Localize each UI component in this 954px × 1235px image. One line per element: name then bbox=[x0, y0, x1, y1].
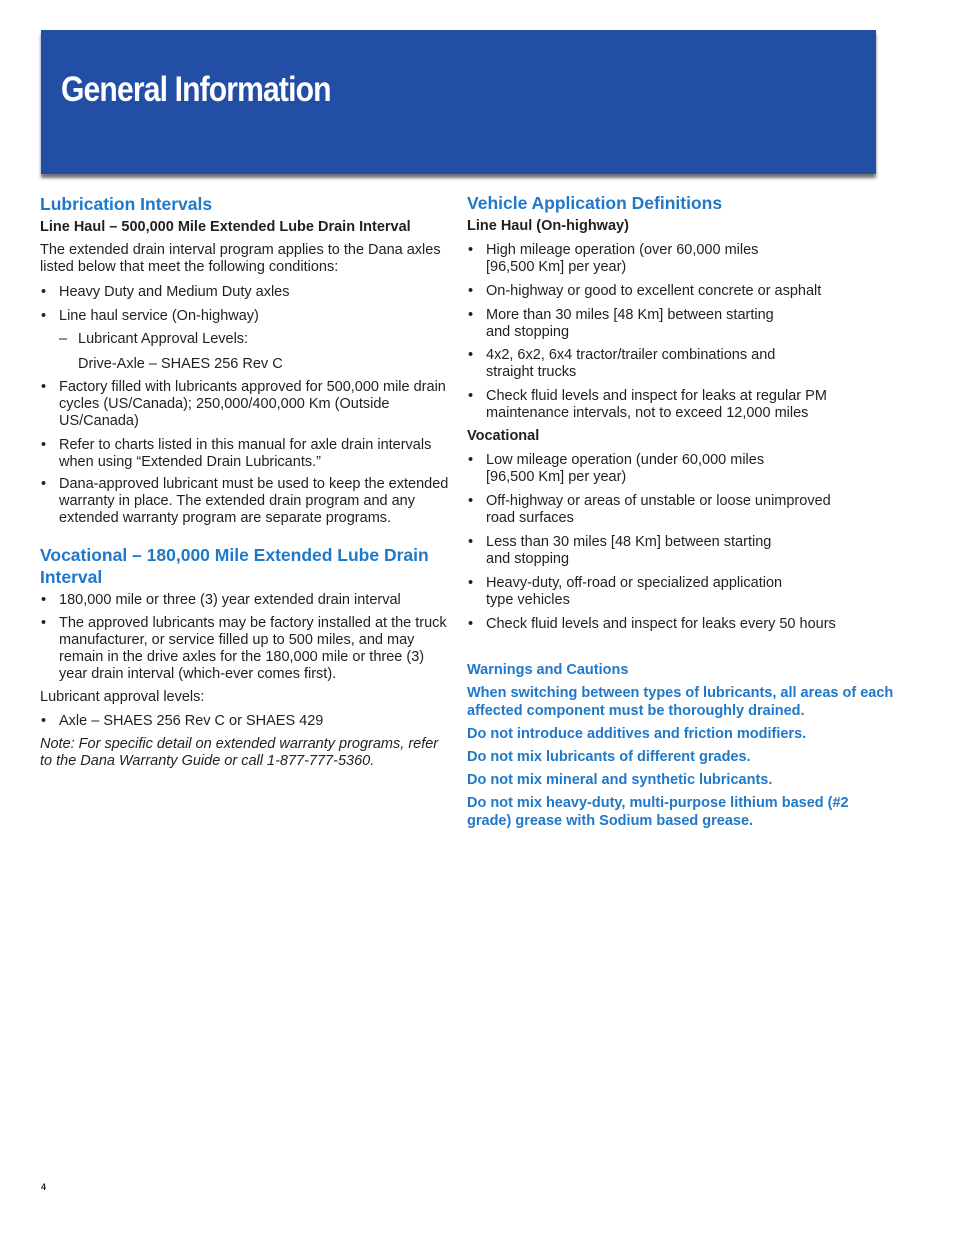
list-item: • 4x2, 6x2, 6x4 tractor/trailer combinations and straight trucks bbox=[467, 347, 897, 381]
line-haul-subheading: Line Haul – 500,000 Mile Extended Lube Drain Interval bbox=[40, 219, 411, 235]
right-column bbox=[467, 192, 897, 830]
intro-paragraph: The extended drain interval program applies to the Dana axles listed below that meet the following conditions: bbox=[40, 242, 441, 275]
vocational-list bbox=[40, 592, 450, 683]
list-item: • 180,000 mile or three (3) year extended drain interval bbox=[40, 592, 450, 609]
warning-item: When switching between types of lubricants, all areas of each affected component must be thoroughly drained. bbox=[467, 685, 894, 719]
list-item: • Heavy-duty, off-road or specialized application type vehicles bbox=[467, 575, 897, 609]
line-haul-onhighway-subheading: Line Haul (On-highway) bbox=[467, 218, 629, 234]
page-number: 4 bbox=[41, 1182, 47, 1192]
drive-axle-spec: Drive-Axle – SHAES 256 Rev C bbox=[78, 356, 283, 372]
list-item: • On-highway or good to excellent concrete or asphalt bbox=[467, 283, 897, 300]
vocational-subheading: Vocational bbox=[467, 428, 540, 444]
factory-list bbox=[40, 379, 450, 527]
vocational-heading: Vocational – 180,000 Mile Extended Lube Drain Interval bbox=[40, 545, 429, 587]
warning-item: Do not mix heavy-duty, multi-purpose lithium based (#2 grade) grease with Sodium based grease. bbox=[467, 795, 849, 829]
list-item: • Check fluid levels and inspect for leaks every 50 hours bbox=[467, 616, 897, 633]
warnings-heading: Warnings and Cautions bbox=[467, 662, 629, 678]
page-title: General Information bbox=[61, 70, 331, 109]
list-item: • More than 30 miles [48 Km] between starting and stopping bbox=[467, 307, 897, 341]
warning-item: Do not introduce additives and friction modifiers. bbox=[467, 726, 807, 742]
warranty-note: Note: For specific detail on extended warranty programs, refer to the Dana Warranty Guide or call 1-877-777-5360. bbox=[40, 736, 439, 769]
left-column bbox=[40, 193, 450, 770]
list-item: • The approved lubricants may be factory installed at the truck manufacturer, or service filled up to 500 miles, and may remain in the drive axles for the 180,000 mile or three (3) year drain interval (which-ever comes first). bbox=[40, 615, 450, 683]
conditions-list bbox=[40, 284, 450, 325]
list-item: • Heavy Duty and Medium Duty axles bbox=[40, 284, 450, 301]
list-item: • Check fluid levels and inspect for leaks at regular PM maintenance intervals, not to exceed 12,000 miles bbox=[467, 388, 897, 422]
vehicle-application-heading: Vehicle Application Definitions bbox=[467, 193, 723, 213]
approval-levels-subitem: – Lubricant Approval Levels: bbox=[40, 331, 450, 348]
line-haul-list bbox=[467, 242, 897, 422]
warning-item: Do not mix lubricants of different grades. bbox=[467, 749, 751, 765]
approval-label: Lubricant approval levels: bbox=[40, 689, 205, 705]
list-item: • Factory filled with lubricants approved for 500,000 mile drain cycles (US/Canada); 250,000/400,000 Km (Outside US/Canada) bbox=[40, 379, 450, 430]
warning-item: Do not mix mineral and synthetic lubricants. bbox=[467, 772, 773, 788]
axle-list bbox=[40, 713, 450, 730]
list-item: • Less than 30 miles [48 Km] between starting and stopping bbox=[467, 534, 897, 568]
vocational-def-list bbox=[467, 452, 897, 633]
header-banner bbox=[41, 30, 876, 174]
list-item: • Line haul service (On-highway) bbox=[40, 308, 450, 325]
list-item: • Dana-approved lubricant must be used to keep the extended warranty in place. The extended drain program and any extended warranty program are separate programs. bbox=[40, 476, 450, 527]
list-item: • High mileage operation (over 60,000 miles [96,500 Km] per year) bbox=[467, 242, 897, 276]
list-item: • Off-highway or areas of unstable or loose unimproved road surfaces bbox=[467, 493, 897, 527]
list-item: • Refer to charts listed in this manual for axle drain intervals when using “Extended Drain Lubricants.” bbox=[40, 437, 450, 471]
list-item: • Low mileage operation (under 60,000 miles [96,500 Km] per year) bbox=[467, 452, 897, 486]
lubrication-intervals-heading: Lubrication Intervals bbox=[40, 194, 213, 214]
list-item: • Axle – SHAES 256 Rev C or SHAES 429 bbox=[40, 713, 450, 730]
